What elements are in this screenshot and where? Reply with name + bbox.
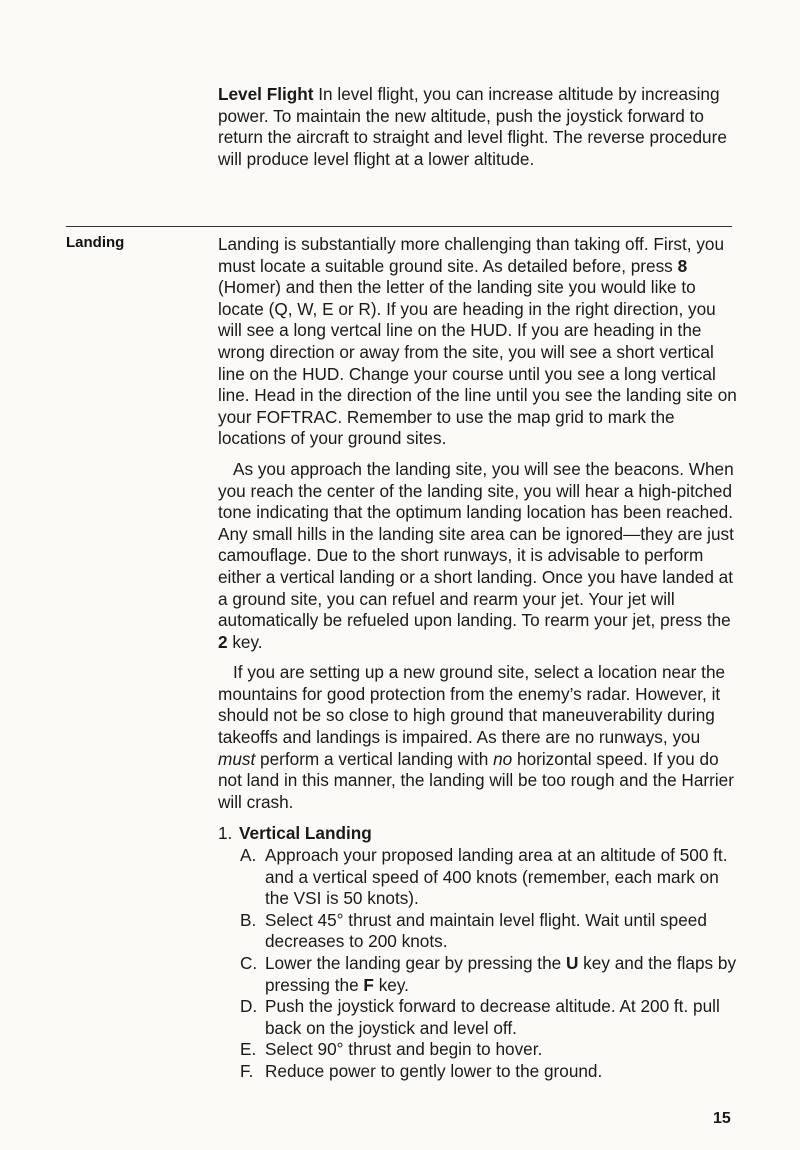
step-letter: A.: [240, 845, 257, 866]
landing-section: [218, 234, 738, 1083]
landing-p2-text-b: key.: [227, 631, 263, 652]
landing-p3-emphasis-no: no: [493, 748, 513, 769]
landing-p1-text-a: Landing is substantially more challenging than taking off. First, you must locate a suitable ground site. As detailed before, press: [218, 234, 725, 276]
landing-paragraph-2: [218, 459, 738, 653]
step-item: [240, 1039, 738, 1061]
landing-p2-text-a: As you approach the landing site, you will see the beacons. When you reach the center of the landing site, you will hear a high-pitched tone indicating that the optimum landing location has been reached. Any small hills in the landing site area can be ignored—they are just camouflage. Due to the short runways, it is advisable to perform either a vertical landing or a short landing. Once you have landed at a ground site, you can refuel and rearm your jet. Your jet will automatically be refueled upon landing. To rearm your jet, press the: [218, 458, 734, 631]
level-flight-heading: Level Flight: [218, 84, 314, 104]
vertical-landing-steps: [240, 845, 738, 1083]
step-text: Select 90° thrust and begin to hover.: [265, 1039, 543, 1060]
step-text: Select 45° thrust and maintain level flight. Wait until speed decreases to 200 knots.: [265, 909, 707, 952]
level-flight-section: [218, 84, 738, 170]
landing-p3-emphasis-must: must: [218, 748, 256, 769]
landing-side-heading: Landing: [66, 234, 125, 251]
step-item: [240, 996, 738, 1039]
step-text: [265, 953, 738, 996]
landing-p1-text-b: (Homer) and then the letter of the landing site you would like to locate (Q, W, E or R). If you are heading in the right direction, you will see a long vertcal line on the HUD. If you are heading in the wrong direction or away from the site, you will see a short vertical line on the HUD. Change your course until you see a long vertical line. Head in the direction of the line until you see the landing site on your FOFTRAC. Remember to use the map grid to mark the locations of your ground sites.: [218, 277, 737, 449]
flaps-key: F: [363, 974, 374, 995]
step-item: [240, 953, 738, 996]
step-letter: D.: [240, 996, 258, 1017]
landing-p3-text-b: perform a vertical landing with: [255, 748, 494, 769]
step-text-a: Lower the landing gear by pressing the: [265, 953, 566, 973]
landing-p3-text-c: horizontal speed. If you do not land in this manner, the landing will be too rough and the Harrier will crash.: [218, 748, 734, 812]
step-item: [240, 910, 738, 953]
step-text: Approach your proposed landing area at an altitude of 500 ft. and a vertical speed of 400 knots (remember, each mark on the VSI is 50 knots).: [265, 845, 728, 909]
step-text: Reduce power to gently lower to the ground.: [265, 1060, 603, 1081]
step-text-c: key.: [373, 974, 409, 995]
step-letter: B.: [240, 909, 257, 930]
step-text-b: key and the flaps by pressing the: [265, 953, 737, 995]
section-divider: [66, 226, 732, 227]
rearm-key: 2: [218, 631, 228, 652]
step-letter: F.: [240, 1060, 254, 1081]
vertical-landing-heading: [218, 823, 738, 845]
step-letter: C.: [240, 953, 258, 973]
landing-p3-text-a: If you are setting up a new ground site, select a location near the mountains for good protection from the enemy’s radar. However, it should not be so close to high ground that maneuverability during takeoffs and landings is impaired. As there are no runways, you: [218, 662, 726, 748]
landing-paragraph-3: [218, 662, 738, 813]
vertical-landing-number: 1.: [218, 823, 233, 844]
landing-paragraph-1: [218, 234, 738, 450]
step-item: [240, 1061, 738, 1083]
step-text: Push the joystick forward to decrease altitude. At 200 ft. pull back on the joystick and level off.: [265, 996, 720, 1038]
level-flight-text: In level flight, you can increase altitude by increasing power. To maintain the new altitude, push the joystick forward to return the aircraft to straight and level flight. The reverse procedure will produce level flight at a lower altitude.: [218, 84, 727, 169]
gear-key: U: [565, 953, 579, 973]
vertical-landing-title: Vertical Landing: [239, 823, 372, 844]
homer-key: 8: [677, 255, 688, 276]
page-number: 15: [713, 1110, 731, 1127]
step-letter: E.: [240, 1039, 257, 1060]
step-item: [240, 845, 738, 910]
level-flight-paragraph: [218, 84, 738, 170]
